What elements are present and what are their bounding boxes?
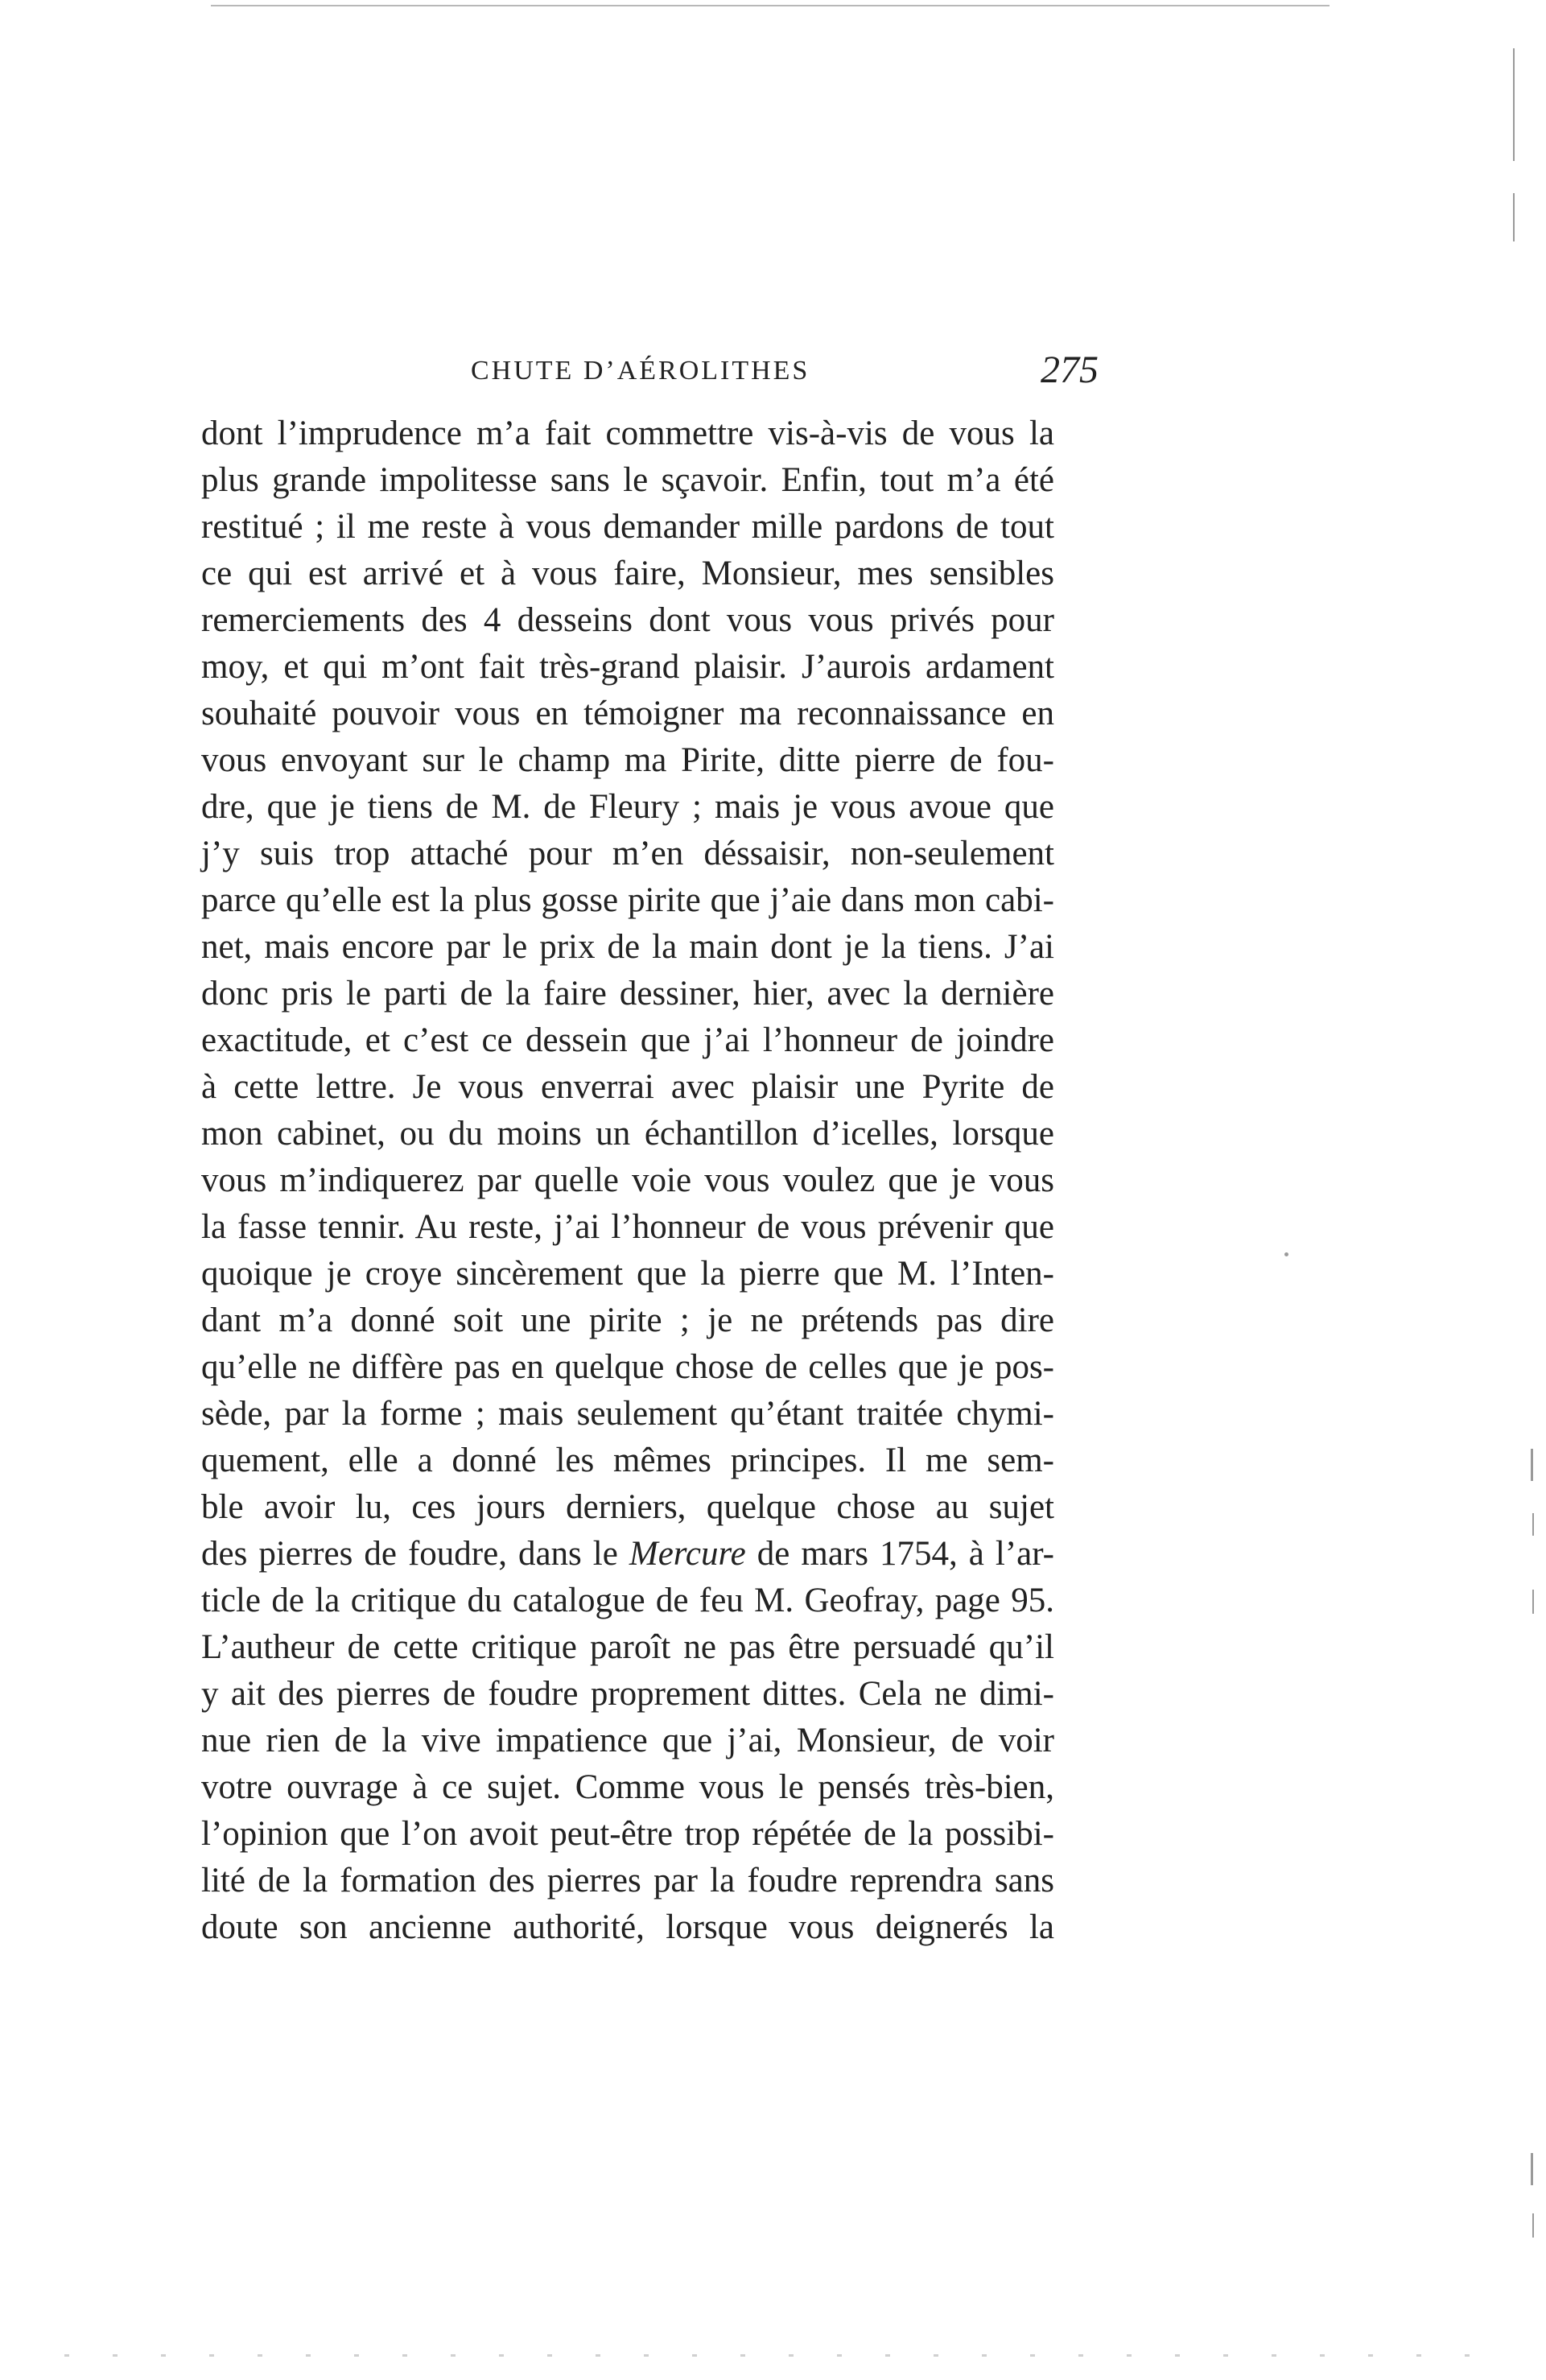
text-line: l’opinion que l’on avoit peut-être trop répétée de la possibi- (201, 1815, 1054, 1853)
scan-artifact-dot (1284, 1252, 1288, 1256)
text-line: y ait des pierres de foudre proprement dittes. Cela ne dimi- (201, 1675, 1054, 1713)
text-line: vous envoyant sur le champ ma Pirite, ditte pierre de fou- (201, 741, 1054, 779)
text-line: exactitude, et c’est ce dessein que j’ai l’honneur de joindre (201, 1021, 1054, 1059)
body-text (201, 410, 1054, 1951)
text-line: donc pris le parti de la faire dessiner, hier, avec la dernière (201, 975, 1054, 1013)
scan-artifact-mark (1531, 2153, 1533, 2185)
text-line: quoique je croye sincèrement que la pierre que M. l’Inten- (201, 1255, 1054, 1293)
text-line: votre ouvrage à ce sujet. Comme vous le pensés très-bien, (201, 1768, 1054, 1806)
text-line: moy, et qui m’ont fait très-grand plaisir. J’aurois ardament (201, 648, 1054, 686)
text-line: mon cabinet, ou du moins un échantillon d’icelles, lorsque (201, 1115, 1054, 1153)
text-line: L’autheur de cette critique paroît ne pas être persuadé qu’il (201, 1628, 1054, 1666)
scan-artifact-mark (1513, 193, 1515, 241)
scan-artifact-specks (64, 2354, 1481, 2357)
text-segment: des pierres de foudre, dans le (201, 1535, 629, 1573)
page-header (471, 348, 1099, 396)
text-line: net, mais encore par le prix de la main dont je la tiens. J’ai (201, 928, 1054, 966)
text-line: ce qui est arrivé et à vous faire, Monsieur, mes sensibles (201, 555, 1054, 592)
text-line-with-italic (201, 1531, 1054, 1578)
text-line: à cette lettre. Je vous enverrai avec plaisir une Pyrite de (201, 1068, 1054, 1106)
text-line: souhaité pouvoir vous en témoigner ma reconnaissance en (201, 695, 1054, 732)
text-line: qu’elle ne diffère pas en quelque chose de celles que je pos- (201, 1348, 1054, 1386)
scan-artifact-mark (1532, 1513, 1534, 1536)
text-line: doute son ancienne authorité, lorsque vous deignerés la (201, 1908, 1054, 1946)
scan-artifact-mark (1532, 1590, 1534, 1614)
scan-artifact-mark (1513, 48, 1515, 161)
text-line: j’y suis trop attaché pour m’en déssaisir, non-seulement (201, 835, 1054, 872)
text-line: plus grande impolitesse sans le sçavoir. Enfin, tout m’a été (201, 461, 1054, 499)
running-title: CHUTE D’AÉROLITHES (471, 356, 810, 386)
italic-title: Mercure (629, 1535, 746, 1573)
text-line: quement, elle a donné les mêmes principes. Il me sem- (201, 1442, 1054, 1479)
text-line: restitué ; il me reste à vous demander mille pardons de tout (201, 508, 1054, 546)
text-line: dre, que je tiens de M. de Fleury ; mais je vous avoue que (201, 788, 1054, 826)
text-line: nue rien de la vive impatience que j’ai, Monsieur, de voir (201, 1722, 1054, 1759)
scan-artifact-mark (1531, 1449, 1533, 1481)
text-line: remerciements des 4 desseins dont vous vous privés pour (201, 601, 1054, 639)
text-line: dant m’a donné soit une pirite ; je ne prétends pas dire (201, 1301, 1054, 1339)
text-line: ble avoir lu, ces jours derniers, quelque chose au sujet (201, 1488, 1054, 1526)
text-segment: de mars 1754, à l’ar- (745, 1535, 1054, 1573)
scan-artifact-mark (1532, 2213, 1534, 2238)
text-line: sède, par la forme ; mais seulement qu’étant traitée chymi- (201, 1395, 1054, 1433)
page-number: 275 (1041, 349, 1099, 391)
text-line: la fasse tennir. Au reste, j’ai l’honneur de vous prévenir que (201, 1208, 1054, 1246)
text-line: parce qu’elle est la plus gosse pirite que j’aie dans mon cabi- (201, 881, 1054, 919)
top-edge-rule (211, 5, 1330, 6)
text-line: ticle de la critique du catalogue de feu M. Geofray, page 95. (201, 1582, 1054, 1619)
text-line: dont l’imprudence m’a fait commettre vis-à-vis de vous la (201, 415, 1054, 452)
text-line: lité de la formation des pierres par la foudre reprendra sans (201, 1862, 1054, 1899)
text-line: vous m’indiquerez par quelle voie vous voulez que je vous (201, 1161, 1054, 1199)
